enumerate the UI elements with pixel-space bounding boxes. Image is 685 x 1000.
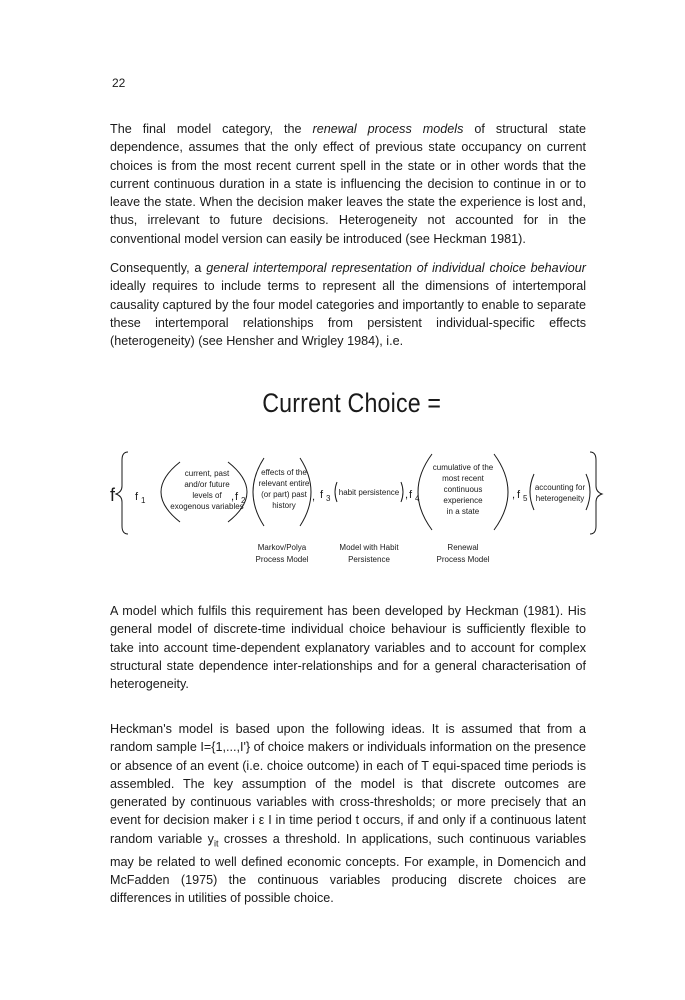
f1-line-3: levels of [192, 491, 222, 500]
p2-emphasis: general intertemporal representation of individual choice behaviour [206, 261, 586, 275]
f5-paren-left [530, 474, 534, 510]
p1-text-after: of structural state dependence, assumes that the only effect of previous state occupancy on current choices is from the most recent current spell in the state or in other words that the current continuous duration in a state is influencing the decision to continue in or to leave the state. When the decision maker leaves the state the experience is lost and, thus, irrelevant to future decisions. Heterogeneity not accounted for in the conventional model version can easily be introduced (see Heckman 1981). [110, 122, 587, 246]
paragraph-general-representation [110, 259, 586, 350]
paragraph-heckman-ideas [110, 720, 586, 907]
f4-line-2: most recent [442, 474, 484, 483]
f3-paren-right [401, 482, 403, 502]
p4-text-part2: crosses a threshold. In applications, such continuous variables may be related to well defined economic concepts. For example, in Domencich and McFadden (1975) the continuous variables producing discrete choices are differences in utilities of possible choice. [110, 831, 586, 906]
f4-line-1: cumulative of the [432, 463, 494, 472]
f4-line-5: in a state [446, 507, 480, 516]
f1-line-1: current, past [184, 469, 230, 478]
sep-2: , [312, 491, 316, 503]
f1-symbol: f [135, 491, 139, 503]
label-markov-1: Markov/Polya [257, 543, 307, 552]
f5-line-2: heterogeneity [535, 494, 585, 503]
paragraph-renewal-models [110, 120, 586, 248]
f4-line-4: experience [443, 496, 483, 505]
f2-line-3: (or part) past [261, 490, 307, 499]
sep-1: , [231, 491, 235, 503]
outer-brace-right [590, 452, 602, 534]
f3-symbol: f [320, 489, 324, 501]
label-markov-2: Process Model [255, 555, 309, 564]
f1-paren-left [161, 462, 180, 522]
p2-text-after: ideally requires to include terms to represent all the dimensions of intertemporal causality captured by the four model categories and importantly to enable to separate these intertemporal relationships from persistent individual-specific effects (heterogeneity) (see Hensher and Wrigley 1984), i.e. [110, 279, 586, 349]
outer-f: f [110, 485, 116, 505]
label-renewal-2: Process Model [436, 555, 490, 564]
f2-symbol: f [235, 491, 239, 503]
p2-text-before: Consequently, a [110, 261, 207, 275]
f1-line-4: exogenous variables [170, 502, 244, 511]
f5-line-1: accounting for [534, 483, 586, 492]
f4-paren-right [494, 454, 508, 530]
f2-line-4: history [272, 501, 296, 510]
f4-paren-left [418, 454, 432, 530]
f2-subscript: 2 [241, 496, 246, 505]
f2-line-2: relevant entire [258, 479, 310, 488]
f3-paren-left [335, 482, 337, 502]
paragraph-heckman-model: A model which fulfils this requirement has been developed by Heckman (1981). His general model of discrete-time individual choice behaviour is sufficiently flexible to take into account time-dependent explanatory variables and to account for complex structural state dependence inter-relationships and for a general characterisation of heterogeneity. [110, 604, 586, 692]
p1-emphasis: renewal process models [312, 122, 464, 136]
choice-equation [0, 440, 685, 580]
equation-title-text: Current Choice = [262, 388, 442, 418]
f2-line-1: effects of the [261, 468, 307, 477]
sep-4: , [512, 489, 516, 501]
label-habit-1: Model with Habit [339, 543, 399, 552]
equation-title [49, 388, 638, 419]
f5-symbol: f [517, 489, 521, 501]
f4-subscript: 4 [415, 494, 420, 503]
label-renewal-1: Renewal [447, 543, 479, 552]
p1-text-before: The final model category, the [110, 122, 313, 136]
label-habit-2: Persistence [348, 555, 390, 564]
f3-line-1: habit persistence [338, 488, 400, 497]
f5-subscript: 5 [523, 494, 528, 503]
p4-subscript: it [213, 838, 219, 849]
p4-text-part1: Heckman's model is based upon the following ideas. It is assumed that from a random sample I={1,...,I'} of choice makers or individuals information on the presence or absence of an event (i.e. choice outcome) in each of T equi-spaced time periods is assembled. The key assumption of the model is that discrete outcomes are generated by continuous variables with cross-thresholds; or more precisely that an event for decision maker i ε I in time period t occurs, if and only if a continuous latent random variable y [110, 722, 586, 846]
outer-brace-left [116, 452, 128, 534]
f1-line-2: and/or future [184, 480, 230, 489]
sep-3: , [405, 489, 409, 501]
f4-line-3: continuous [443, 485, 483, 494]
f3-subscript: 3 [326, 494, 331, 503]
f4-symbol: f [409, 489, 413, 501]
page-number: 22 [112, 76, 126, 90]
f1-subscript: 1 [141, 496, 146, 505]
f5-paren-right [586, 474, 590, 510]
